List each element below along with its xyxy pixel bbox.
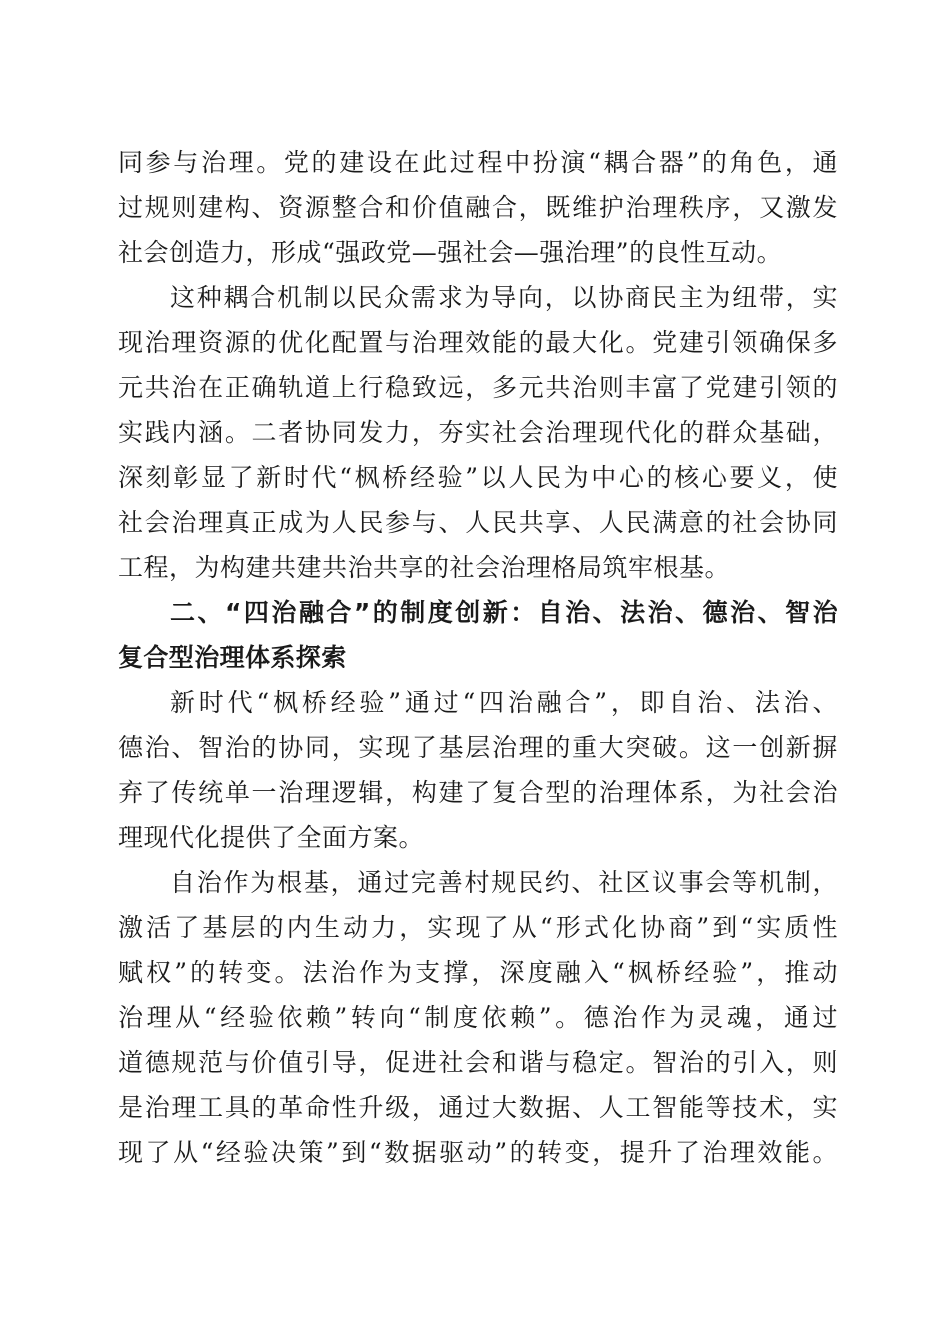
paragraph-3-line-4: 理现代化提供了全面方案。 — [118, 823, 425, 852]
paragraph-2-line-6: 社会治理真正成为人民参与、人民共享、人民满意的社会协同 — [118, 508, 838, 537]
paragraph-4-line-5: 道德规范与价值引导，促进社会和谐与稳定。智治的引入，则 — [118, 1048, 838, 1077]
paragraph-4-line-7: 现了从“经验决策”到“数据驱动”的转变，提升了治理效能。 — [118, 1138, 838, 1167]
paragraph-4-line-1: 自治作为根基，通过完善村规民约、社区议事会等机制， — [170, 868, 838, 897]
paragraph-4-line-2: 激活了基层的内生动力，实现了从“形式化协商”到“实质性 — [118, 913, 838, 942]
paragraph-2-line-2: 现治理资源的优化配置与治理效能的最大化。党建引领确保多 — [118, 328, 838, 357]
paragraph-4-line-4: 治理从“经验依赖”转向“制度依赖”。德治作为灵魂，通过 — [118, 1003, 838, 1032]
paragraph-2-line-5: 深刻彰显了新时代“枫桥经验”以人民为中心的核心要义，使 — [118, 463, 838, 492]
paragraph-1-line-3: 社会创造力，形成“强政党—强社会—强治理”的良性互动。 — [118, 238, 783, 267]
paragraph-3-line-1: 新时代“枫桥经验”通过“四治融合”，即自治、法治、 — [170, 688, 838, 717]
paragraph-1-line-1: 同参与治理。党的建设在此过程中扮演“耦合器”的角色，通 — [118, 148, 838, 177]
paragraph-1-line-2: 过规则建构、资源整合和价值融合，既维护治理秩序，又激发 — [118, 193, 838, 222]
paragraph-3-line-3: 弃了传统单一治理逻辑，构建了复合型的治理体系，为社会治 — [118, 778, 838, 807]
paragraph-2-line-4: 实践内涵。二者协同发力，夯实社会治理现代化的群众基础， — [118, 418, 838, 447]
paragraph-3-line-2: 德治、智治的协同，实现了基层治理的重大突破。这一创新摒 — [118, 733, 838, 762]
paragraph-2-line-3: 元共治在正确轨道上行稳致远，多元共治则丰富了党建引领的 — [118, 373, 838, 402]
section-heading-line-1: 二、“四治融合”的制度创新：自治、法治、德治、智治 — [170, 598, 838, 627]
paragraph-2-line-7: 工程，为构建共建共治共享的社会治理格局筑牢根基。 — [118, 553, 731, 582]
section-heading-line-2: 复合型治理体系探索 — [118, 643, 347, 672]
paragraph-2-line-1: 这种耦合机制以民众需求为导向，以协商民主为纽带，实 — [170, 283, 838, 312]
paragraph-4-line-6: 是治理工具的革命性升级，通过大数据、人工智能等技术，实 — [118, 1093, 838, 1122]
paragraph-4-line-3: 赋权”的转变。法治作为支撑，深度融入“枫桥经验”，推动 — [118, 958, 838, 987]
